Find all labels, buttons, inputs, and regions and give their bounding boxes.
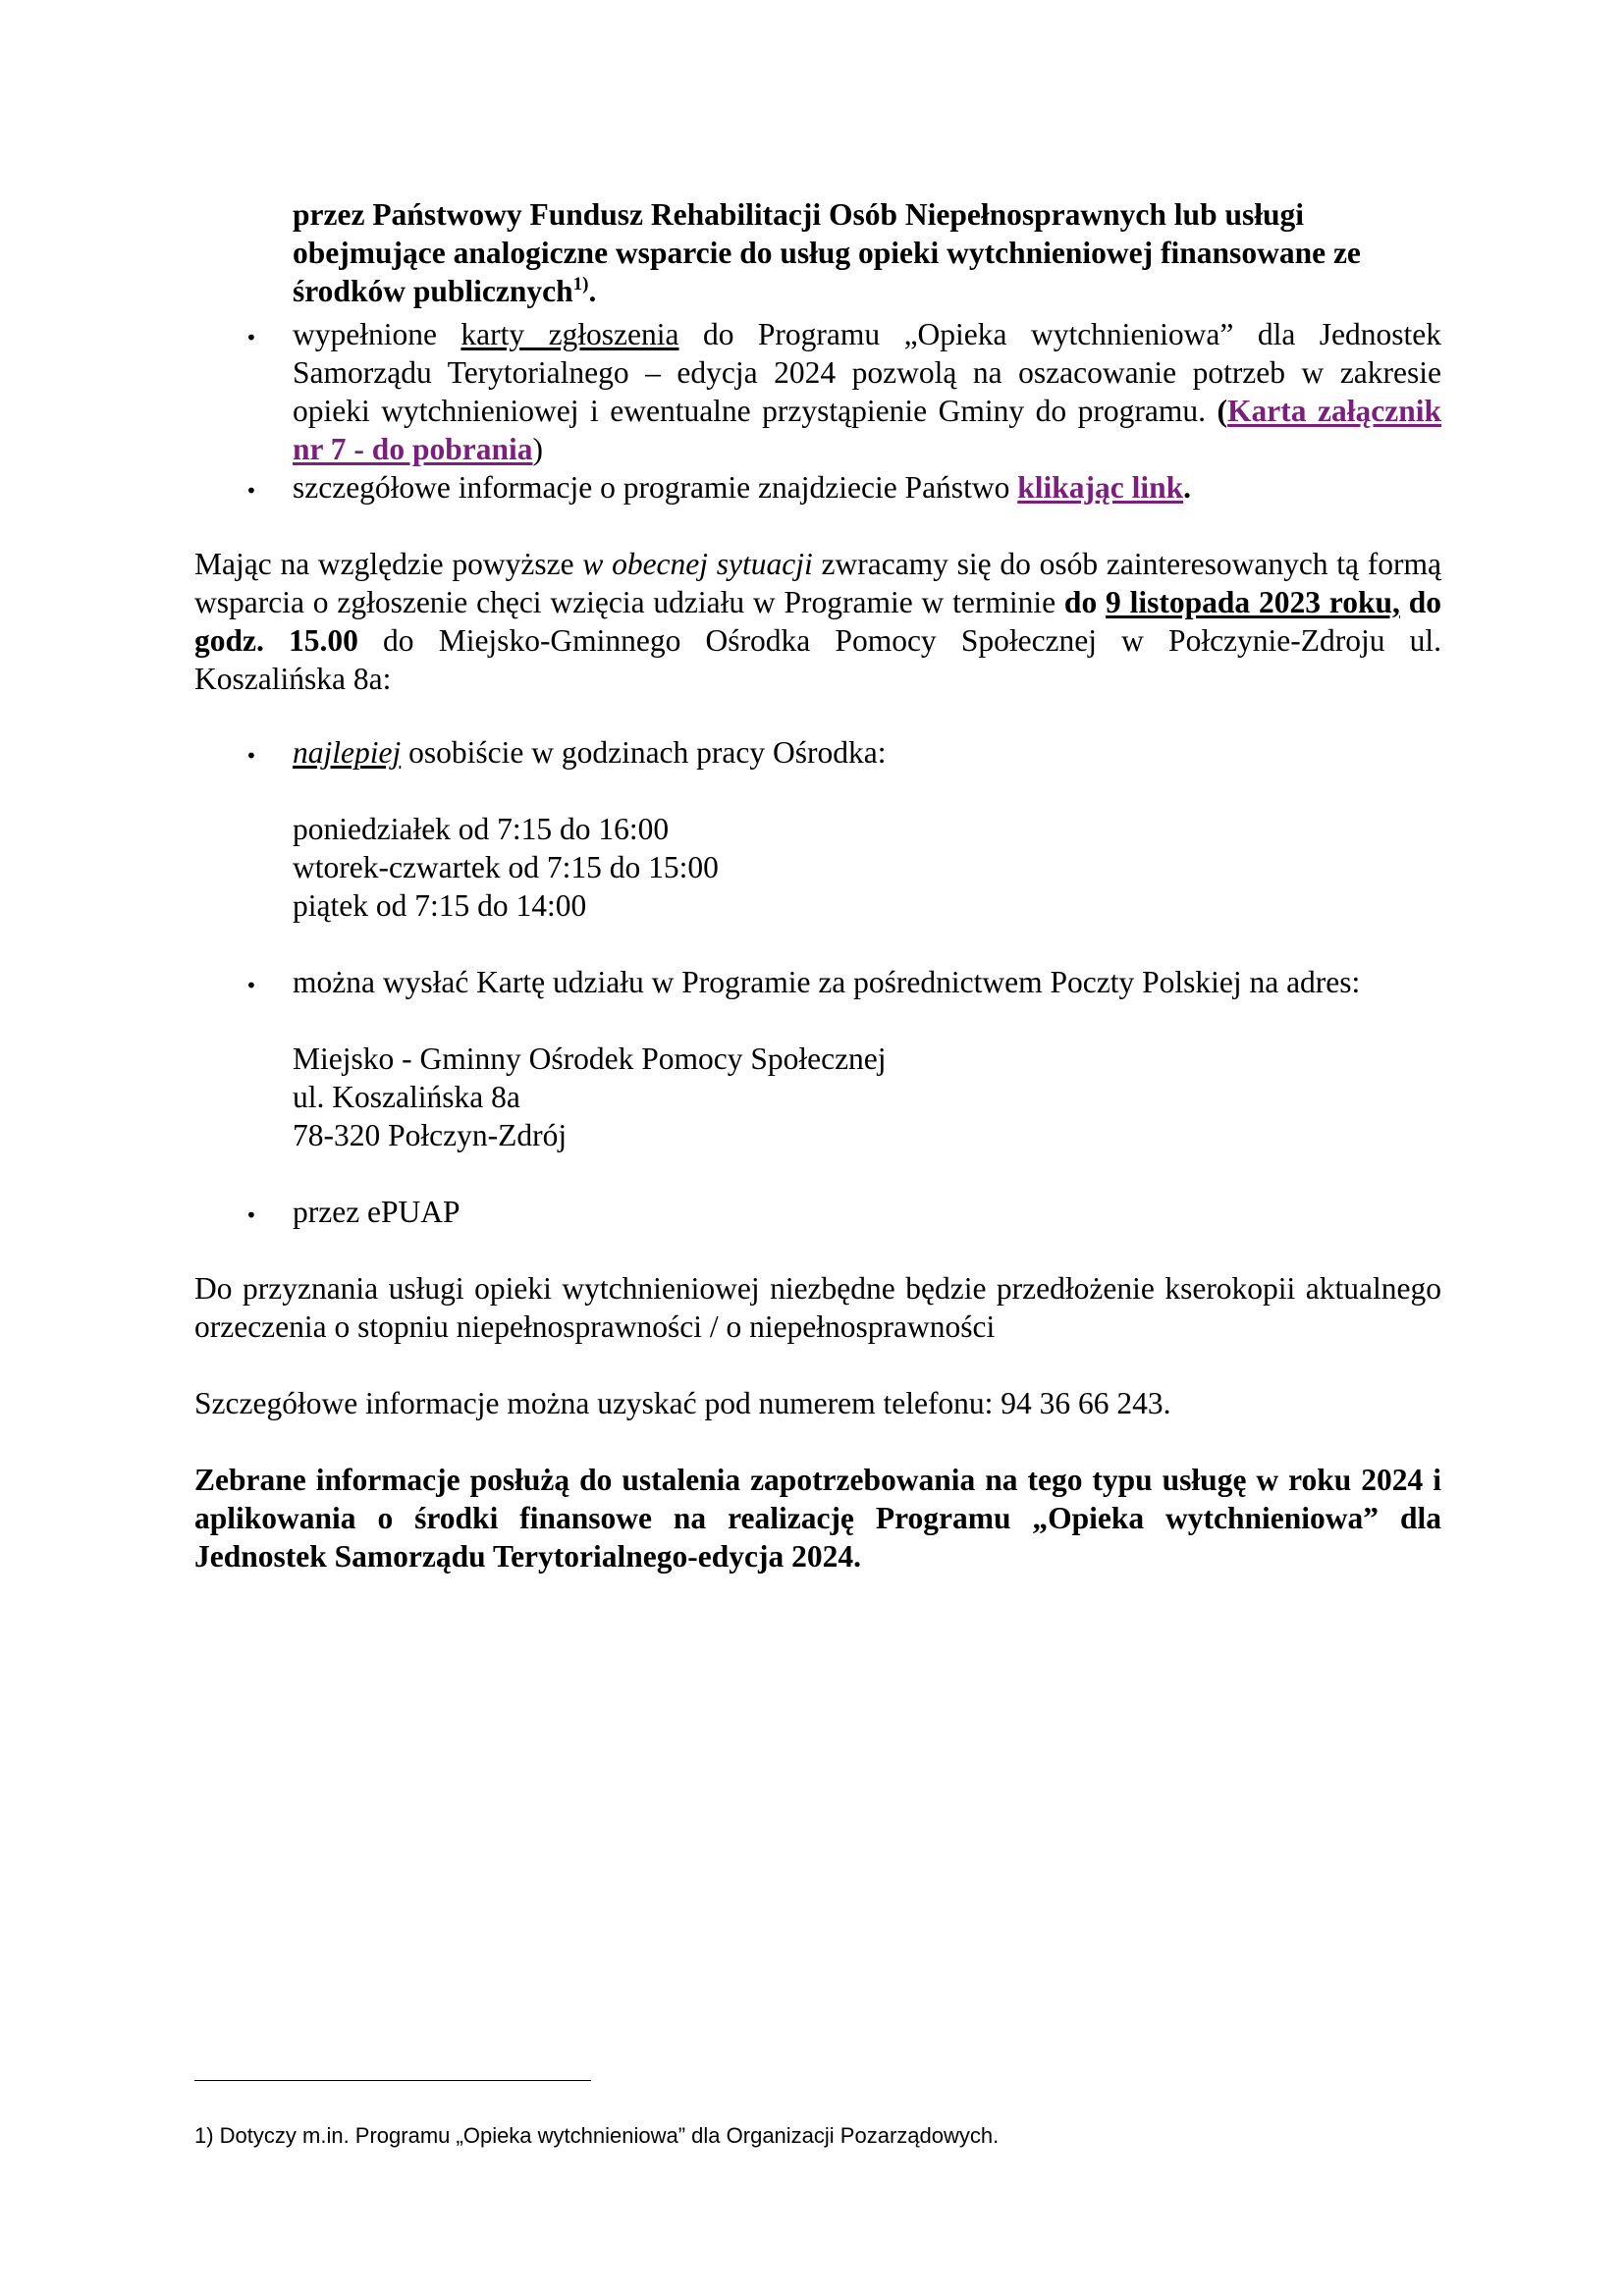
intro-line-2: obejmujące analogiczne wsparcie do usług opieki wytchnieniowej finansowane ze bbox=[293, 236, 1361, 270]
karta-download-link[interactable]: Karta załącznik nr 7 - do pobrania bbox=[293, 394, 1441, 466]
bullet-icon: • bbox=[245, 1203, 257, 1227]
bullet-icon: • bbox=[245, 974, 257, 997]
bullet-item-karty bbox=[293, 315, 1441, 468]
intro-continuation bbox=[293, 195, 1441, 310]
hours-line: poniedziałek od 7:15 do 16:00 bbox=[293, 812, 670, 846]
bullet-item-info-link bbox=[293, 468, 1441, 507]
bullet-1-before: wypełnione bbox=[293, 317, 461, 351]
intro-line-1: przez Państwowy Fundusz Rehabilitacji Osób Niepełnosprawnych lub usługi bbox=[293, 197, 1305, 232]
bullet-1-after: do Programu „Opieka wytchnieniowa” dla Jednostek Samorządu Terytorialnego – edycja 2024 pozwolą na oszacowanie potrzeb w zakresie opieki wytchnieniowej i ewentualne przystąpienie Gminy do programu. bbox=[293, 317, 1441, 428]
bullet-2-before: szczegółowe informacje o programie znajdziecie Państwo bbox=[293, 470, 1018, 505]
paragraph-summary: Zebrane informacje posłużą do ustalenia zapotrzebowania na tego typu usługę w roku 2024 i aplikowania o środki finansowe na realizację Programu „Opieka wytchnieniowa” dla Jednostek Samorządu Terytorialnego-edycja 2024. bbox=[194, 1463, 1441, 1574]
bullet-icon: • bbox=[245, 479, 257, 503]
paragraph-deadline bbox=[194, 545, 1441, 698]
deadline-date: 9 listopada 2023 roku, bbox=[1106, 585, 1400, 619]
paren-open: ( bbox=[1217, 394, 1228, 428]
para-1-italic: w obecnej sytuacji bbox=[582, 547, 813, 581]
bullet-icon: • bbox=[245, 744, 257, 768]
deadline-time: do godz. 15.00 bbox=[194, 585, 1441, 658]
intro-line-3 bbox=[293, 272, 1441, 310]
hours-line: wtorek-czwartek od 7:15 do 15:00 bbox=[293, 850, 719, 884]
intro-line-3-text: środków publicznych bbox=[293, 274, 573, 308]
para-1-text-3: do Miejsko-Gminnego Ośrodka Pomocy Społecznej w Połczynie-Zdroju ul. Koszalińska 8a: bbox=[194, 623, 1442, 696]
bullet-item-epuap bbox=[293, 1193, 1441, 1231]
paragraph-phone: Szczegółowe informacje można uzyskać pod numerem telefonu: 94 36 66 243. bbox=[194, 1386, 1171, 1420]
paragraph-documents: Do przyznania usługi opieki wytchnieniowej niezbędne będzie przedłożenie kserokopii aktualnego orzeczenia o stopniu niepełnosprawności / o niepełnosprawności bbox=[194, 1271, 1441, 1344]
address-line: Miejsko - Gminny Ośrodek Pomocy Społecznej bbox=[293, 1041, 887, 1076]
office-hours bbox=[293, 810, 1441, 925]
footnote-ref[interactable]: 1) bbox=[572, 274, 589, 294]
paren-close: ) bbox=[532, 432, 543, 466]
najlepiej-text: najlepiej bbox=[293, 735, 402, 770]
bullet-4-text: można wysłać Kartę udziału w Programie za pośrednictwem Poczty Polskiej na adres: bbox=[293, 965, 1361, 999]
program-info-link[interactable]: klikając link bbox=[1017, 470, 1184, 505]
intro-line-3-end: . bbox=[588, 274, 597, 308]
bullet-item-post bbox=[293, 963, 1441, 1001]
postal-address bbox=[293, 1040, 1441, 1154]
karty-zgloszenia-text: karty zgłoszenia bbox=[460, 317, 679, 351]
footnote: 1) Dotyczy m.in. Programu „Opieka wytchnieniowa” dla Organizacji Pozarządowych. bbox=[194, 2123, 1000, 2148]
footnote-separator bbox=[194, 2080, 591, 2081]
bullet-item-in-person bbox=[293, 733, 1441, 772]
bullet-2-after: . bbox=[1183, 470, 1192, 505]
address-line: ul. Koszalińska 8a bbox=[293, 1080, 520, 1114]
bullet-5-text: przez ePUAP bbox=[293, 1195, 460, 1229]
para-1-bold-1: do bbox=[1063, 585, 1107, 619]
bullet-icon: • bbox=[245, 326, 257, 349]
bullet-3-text: osobiście w godzinach pracy Ośrodka: bbox=[401, 735, 887, 770]
para-1-text-2: zwracamy się do osób zainteresowanych tą formą wsparcia o zgłoszenie chęci wzięcia udziału w Programie w terminie bbox=[194, 547, 1441, 619]
hours-line: piątek od 7:15 do 14:00 bbox=[293, 888, 587, 923]
address-line: 78-320 Połczyn-Zdrój bbox=[293, 1118, 568, 1152]
para-1-text-1: Mając na względzie powyższe bbox=[194, 547, 583, 581]
